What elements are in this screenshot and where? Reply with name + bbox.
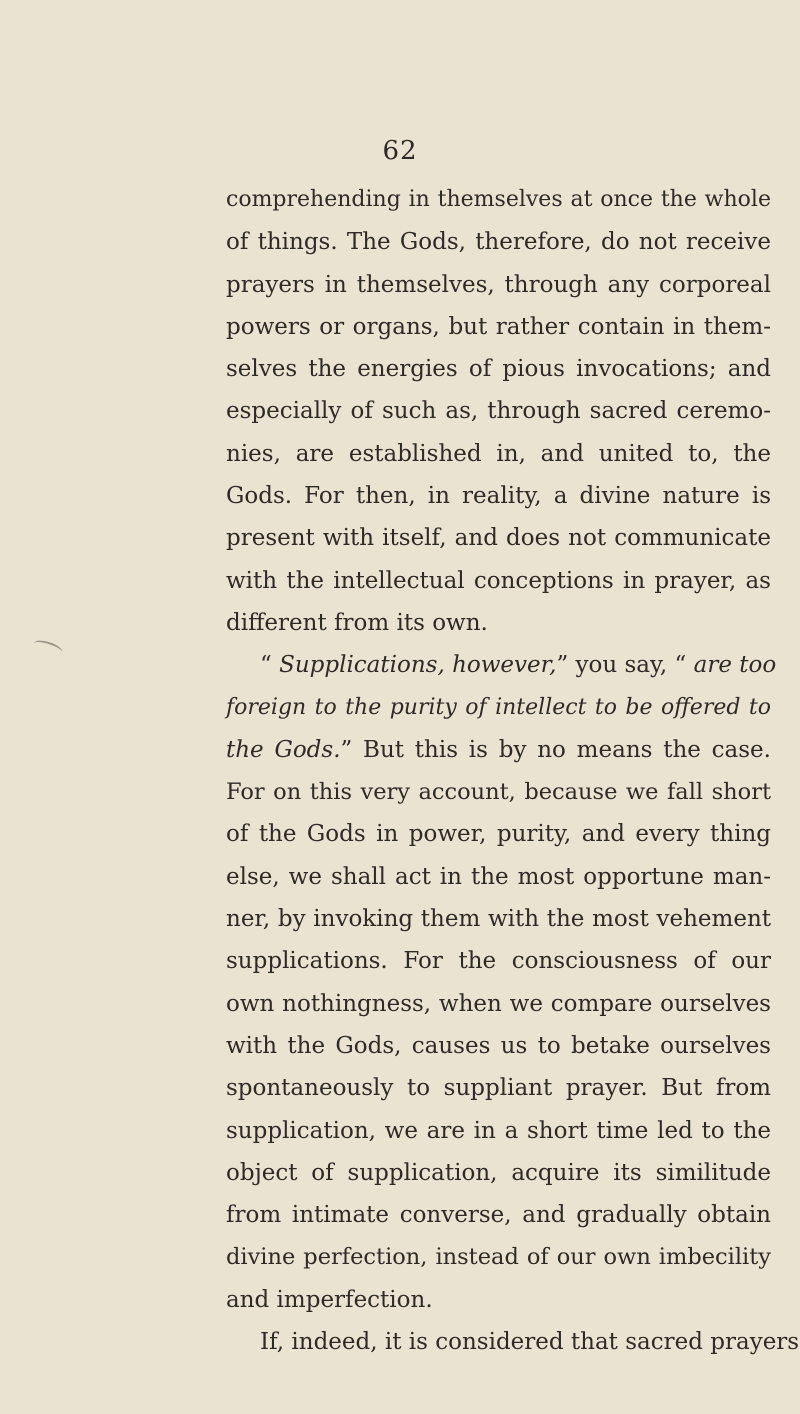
italic-line: foreign to the purity of intellect to be offered to	[226, 694, 771, 720]
text-line: supplications. For the consciousness of our	[226, 948, 771, 975]
text-line: nies, are established in, and united to, the	[226, 440, 771, 467]
text-line: ner, by invoking them with the most vehement	[226, 906, 771, 933]
text-line: else, we shall act in the most opportune man-	[226, 863, 771, 890]
text-line: comprehending in themselves at once the whole	[226, 187, 771, 212]
quote-open: “	[260, 652, 280, 679]
quote-italic-end: are too	[693, 652, 777, 679]
text-line: divine perfection, instead of our own imbecility	[226, 1244, 771, 1271]
text-line: of the Gods in power, purity, and every thing	[226, 821, 771, 848]
quote-middle: ” you say, “	[556, 652, 694, 679]
gods-italic: the Gods.	[226, 736, 341, 763]
page-number: 62	[382, 136, 418, 166]
text-line: from intimate converse, and gradually obtain	[226, 1202, 771, 1229]
quote-line	[226, 644, 777, 686]
paragraph-end-line: different from its own.	[226, 609, 488, 636]
gods-line	[226, 729, 771, 771]
text-line: Gods. For then, in reality, a divine nature is	[226, 483, 771, 510]
text-line: own nothingness, when we compare ourselves	[226, 990, 771, 1017]
paragraph-end-line: and imperfection.	[226, 1286, 433, 1313]
text-line: spontaneously to suppliant prayer. But from	[226, 1075, 771, 1102]
text-line: powers or organs, but rather contain in them-	[226, 313, 771, 340]
margin-mark	[32, 638, 64, 659]
text-line: prayers in themselves, through any corporeal	[226, 271, 771, 298]
text-line: of things. The Gods, therefore, do not receive	[226, 229, 771, 256]
gods-rest: ” But this is by no means the case.	[340, 736, 771, 763]
text-line: present with itself, and does not communicate	[226, 525, 771, 552]
body-text	[226, 179, 800, 1363]
text-line: object of supplication, acquire its similitude	[226, 1159, 771, 1186]
text-line: selves the energies of pious invocations; and	[226, 356, 771, 383]
text-line: with the intellectual conceptions in prayer, as	[226, 567, 771, 594]
quote-italic: Supplications, however,	[279, 652, 557, 679]
text-line: especially of such as, through sacred ceremo-	[226, 398, 771, 425]
text-line: with the Gods, causes us to betake ourselves	[226, 1032, 771, 1059]
text-line: If, indeed, it is considered that sacred prayers	[260, 1329, 800, 1356]
text-line: supplication, we are in a short time led to the	[226, 1117, 771, 1144]
text-line: For on this very account, because we fall short	[226, 779, 771, 806]
